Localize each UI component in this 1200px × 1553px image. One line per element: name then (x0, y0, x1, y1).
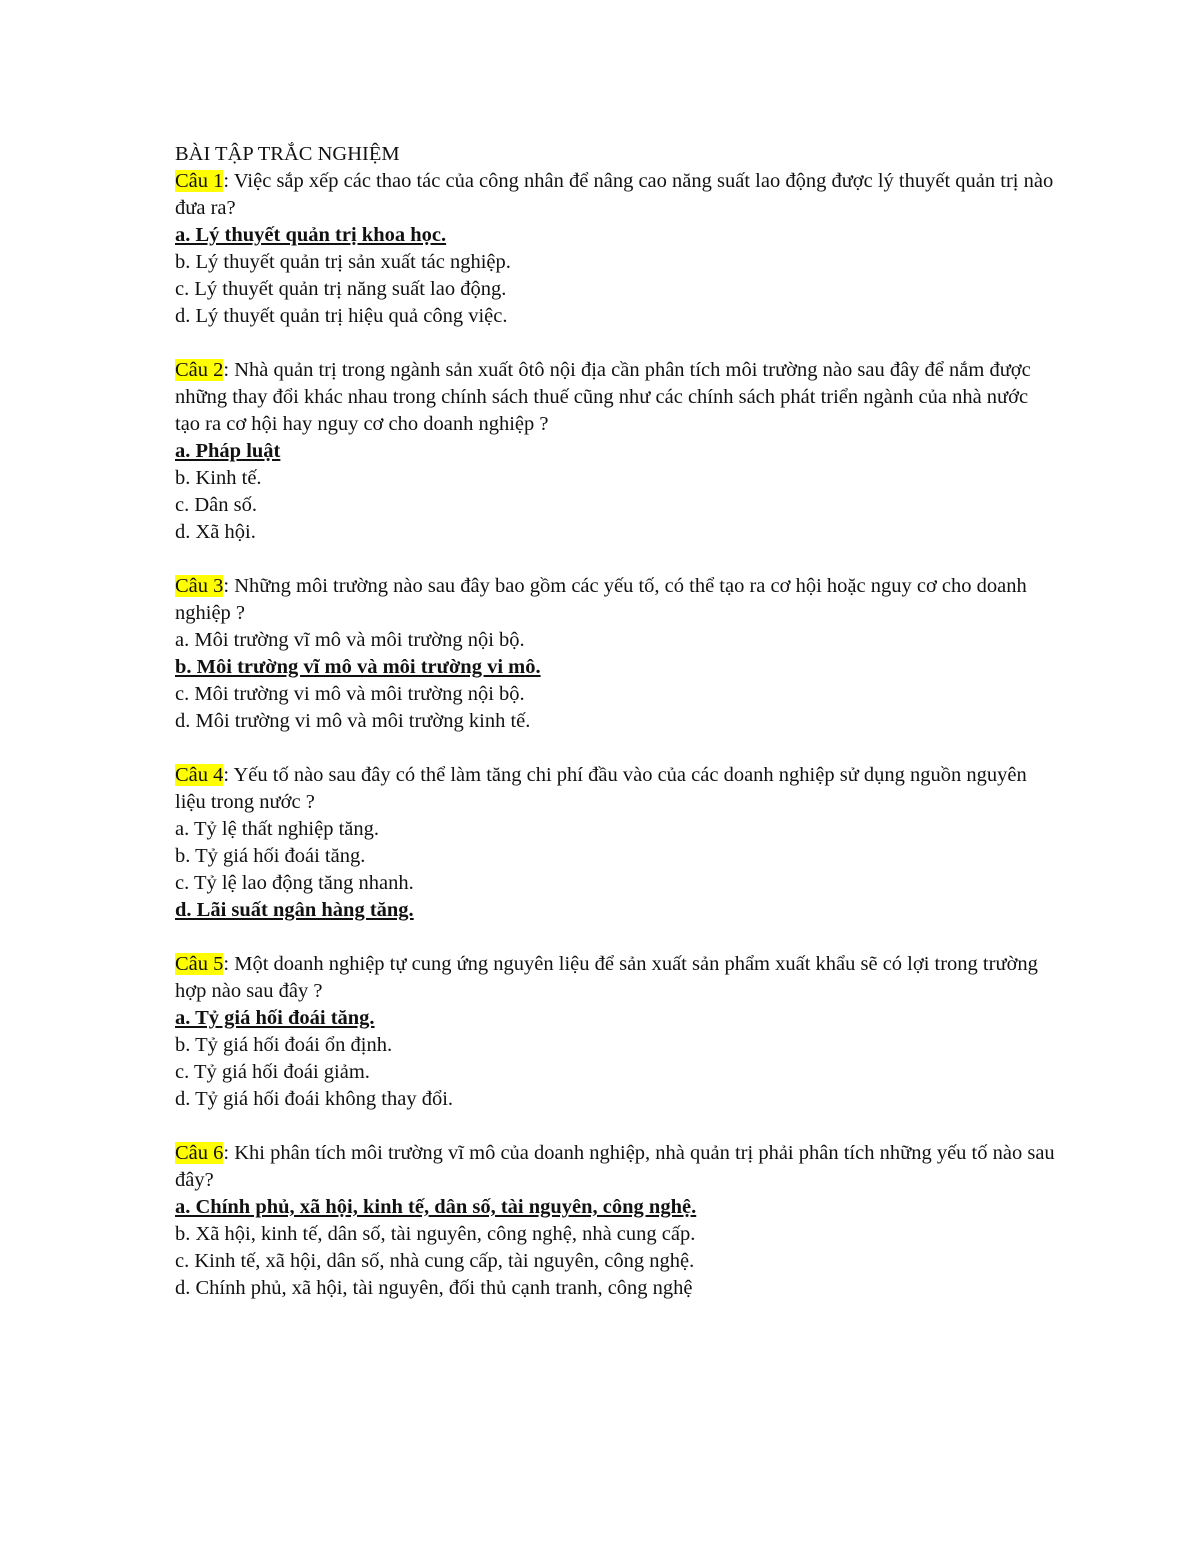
question-body: : Yếu tố nào sau đây có thể làm tăng chi phí đầu vào của các doanh nghiệp sử dụng nguồn nguyên liệu trong nước ? (175, 764, 1027, 813)
question-block (175, 573, 1055, 735)
answer-option: c. Kinh tế, xã hội, dân số, nhà cung cấp, tài nguyên, công nghệ. (175, 1250, 695, 1272)
question-body: : Một doanh nghiệp tự cung ứng nguyên liệu để sản xuất sản phẩm xuất khẩu sẽ có lợi trong trường hợp nào sau đây ? (175, 953, 1038, 1002)
answer-option-correct: a. Lý thuyết quản trị khoa học. (175, 224, 447, 246)
question-block (175, 357, 1055, 546)
question-label: Câu 3 (175, 575, 224, 597)
question-text (175, 357, 1055, 438)
question-body: : Nhà quản trị trong ngành sản xuất ôtô nội địa cần phân tích môi trường nào sau đây để nắm được những thay đổi khác nhau trong chính sách thuế cũng như các chính sách phát triển ngành của nhà nước tạo ra cơ hội hay nguy cơ cho doanh nghiệp ? (175, 359, 1031, 435)
question-text (175, 762, 1055, 816)
question-body: : Những môi trường nào sau đây bao gồm các yếu tố, có thể tạo ra cơ hội hoặc nguy cơ cho doanh nghiệp ? (175, 575, 1027, 624)
answer-option: a. Môi trường vĩ mô và môi trường nội bộ. (175, 629, 525, 651)
question-block (175, 1140, 1055, 1302)
answer-option: b. Tỷ giá hối đoái ổn định. (175, 1034, 393, 1056)
answer-option: d. Xã hội. (175, 521, 256, 543)
question-block (175, 951, 1055, 1113)
answer-option: b. Kinh tế. (175, 467, 262, 489)
document-page (175, 141, 1055, 1329)
answer-option-correct: d. Lãi suất ngân hàng tăng. (175, 899, 414, 921)
question-block (175, 168, 1055, 330)
answer-option: d. Chính phủ, xã hội, tài nguyên, đối thủ cạnh tranh, công nghệ (175, 1277, 693, 1299)
answer-option: b. Xã hội, kinh tế, dân số, tài nguyên, công nghệ, nhà cung cấp. (175, 1223, 696, 1245)
answer-option: b. Tỷ giá hối đoái tăng. (175, 845, 366, 867)
answer-option: d. Tỷ giá hối đoái không thay đổi. (175, 1088, 454, 1110)
question-label: Câu 4 (175, 764, 224, 786)
answer-option-correct: a. Chính phủ, xã hội, kinh tế, dân số, tài nguyên, công nghệ. (175, 1196, 697, 1218)
answer-option-correct: a. Tỷ giá hối đoái tăng. (175, 1007, 375, 1029)
question-block (175, 762, 1055, 924)
question-label: Câu 1 (175, 170, 224, 192)
answer-option: c. Tỷ giá hối đoái giảm. (175, 1061, 370, 1083)
answer-option-correct: a. Pháp luật (175, 440, 281, 462)
question-list (175, 168, 1055, 1302)
answer-option-correct: b. Môi trường vĩ mô và môi trường vi mô. (175, 656, 541, 678)
question-text (175, 1140, 1055, 1194)
answer-option: c. Tỷ lệ lao động tăng nhanh. (175, 872, 414, 894)
question-label: Câu 2 (175, 359, 224, 381)
question-body: : Khi phân tích môi trường vĩ mô của doanh nghiệp, nhà quản trị phải phân tích những yếu tố nào sau đây? (175, 1142, 1055, 1191)
document-title: BÀI TẬP TRẮC NGHIỆM (175, 143, 400, 165)
question-text (175, 573, 1055, 627)
question-text (175, 951, 1055, 1005)
answer-option: a. Tỷ lệ thất nghiệp tăng. (175, 818, 379, 840)
answer-option: c. Dân số. (175, 494, 257, 516)
answer-option: d. Môi trường vi mô và môi trường kinh tế. (175, 710, 531, 732)
answer-option: c. Lý thuyết quản trị năng suất lao động. (175, 278, 507, 300)
answer-option: d. Lý thuyết quản trị hiệu quả công việc. (175, 305, 508, 327)
question-text (175, 168, 1055, 222)
answer-option: c. Môi trường vi mô và môi trường nội bộ. (175, 683, 525, 705)
answer-option: b. Lý thuyết quản trị sản xuất tác nghiệp. (175, 251, 511, 273)
question-label: Câu 5 (175, 953, 224, 975)
question-body: : Việc sắp xếp các thao tác của công nhân để nâng cao năng suất lao động được lý thuyết quản trị nào đưa ra? (175, 170, 1054, 219)
question-label: Câu 6 (175, 1142, 224, 1164)
